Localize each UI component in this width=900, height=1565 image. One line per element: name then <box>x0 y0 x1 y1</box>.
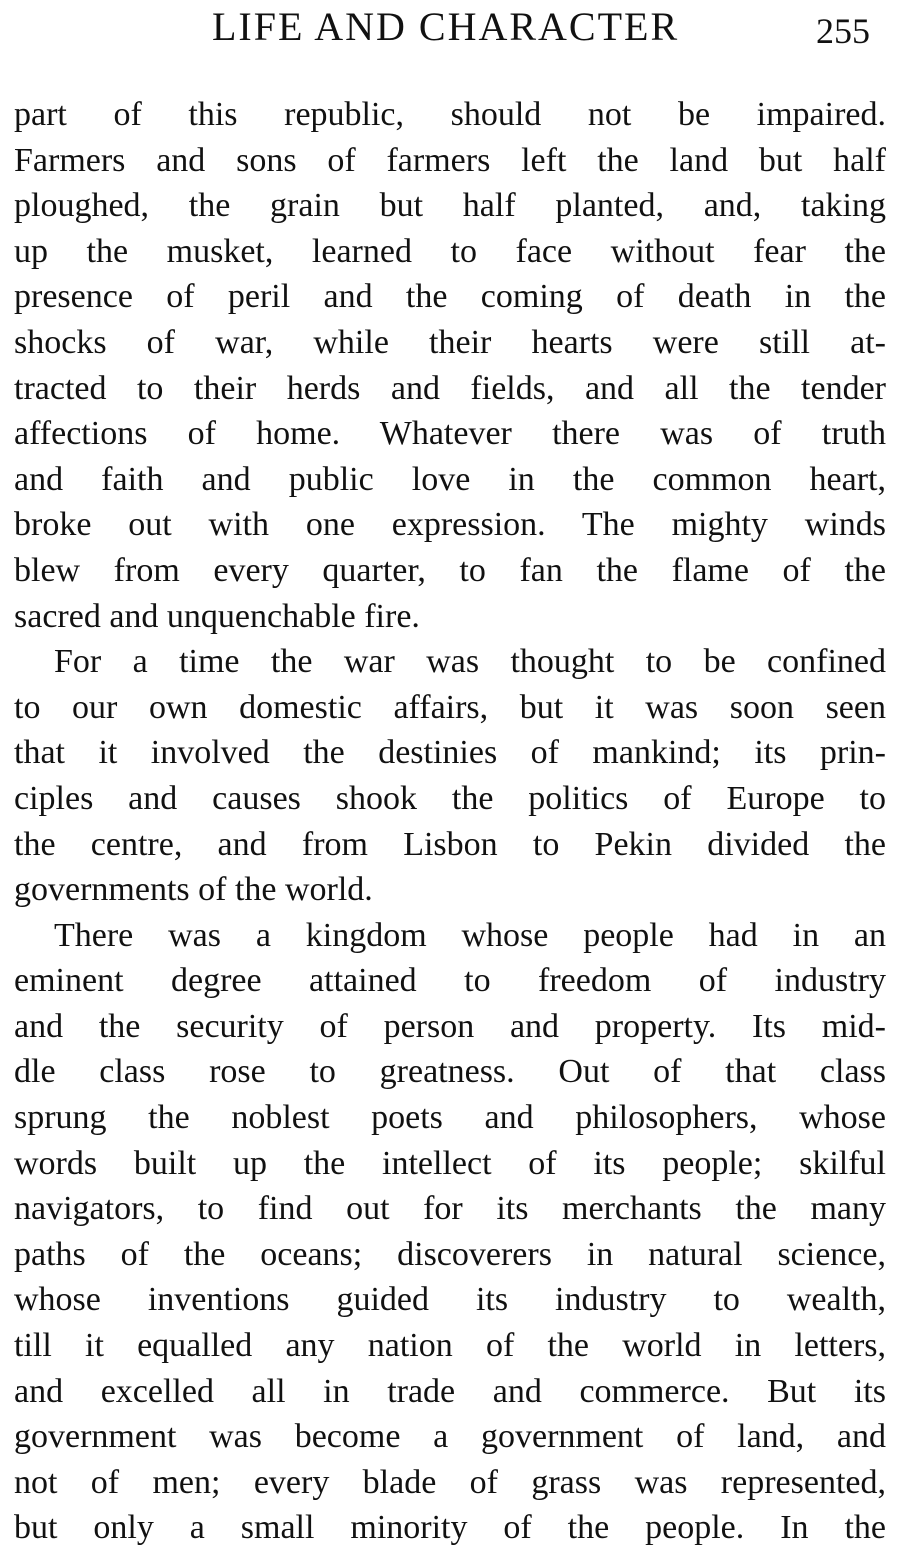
text-line: paths of the oceans; discoverers in natural science, <box>14 1235 886 1273</box>
text-line: tracted to their herds and fields, and all the tender <box>14 369 886 407</box>
text-line: presence of peril and the coming of death in the <box>14 278 886 316</box>
text-line: sprung the noblest poets and philosophers, whose <box>14 1099 886 1137</box>
body-text <box>14 92 886 1551</box>
running-head <box>0 4 900 50</box>
text-line: dle class rose to greatness. Out of that class <box>14 1053 886 1091</box>
paragraph-start-line: For a time the war was thought to be confined <box>54 643 886 681</box>
text-line: words built up the intellect of its people; skilful <box>14 1144 886 1182</box>
text-line: part of this republic, should not be impaired. <box>14 96 886 133</box>
text-line: and faith and public love in the common heart, <box>14 460 886 498</box>
paragraph-start-line: There was a kingdom whose people had in an <box>54 916 886 954</box>
text-line: eminent degree attained to freedom of industry <box>14 962 886 1000</box>
text-line: blew from every quarter, to fan the flame of the <box>14 551 886 589</box>
text-line: ciples and causes shook the politics of Europe to <box>14 779 886 817</box>
text-line: and excelled all in trade and commerce. But its <box>14 1372 886 1410</box>
text-line: not of men; every blade of grass was represented, <box>14 1463 886 1501</box>
text-line: but only a small minority of the people. In the <box>14 1509 886 1547</box>
text-line: broke out with one expression. The mighty winds <box>14 506 886 544</box>
text-line: up the musket, learned to face without fear the <box>14 232 886 270</box>
text-line: shocks of war, while their hearts were still at- <box>14 323 886 361</box>
text-line: affections of home. Whatever there was of truth <box>14 415 886 453</box>
text-line: to our own domestic affairs, but it was soon seen <box>14 688 886 726</box>
paragraph-end-line: sacred and unquenchable fire. <box>14 597 420 635</box>
text-line: the centre, and from Lisbon to Pekin divided the <box>14 825 886 863</box>
text-line: and the security of person and property. Its mid- <box>14 1007 886 1045</box>
text-line: till it equalled any nation of the world in letters, <box>14 1327 886 1365</box>
text-line: whose inventions guided its industry to wealth, <box>14 1281 886 1319</box>
text-line: ploughed, the grain but half planted, and, taking <box>14 187 886 225</box>
text-line: navigators, to find out for its merchants the many <box>14 1190 886 1228</box>
text-line: that it involved the destinies of mankind; its prin- <box>14 734 886 772</box>
text-line: government was become a government of land, and <box>14 1418 886 1456</box>
paragraph-end-line: governments of the world. <box>14 871 373 909</box>
page-number: 255 <box>816 11 870 51</box>
text-line: Farmers and sons of farmers left the land but half <box>14 141 886 179</box>
running-title: LIFE AND CHARACTER <box>212 4 680 49</box>
